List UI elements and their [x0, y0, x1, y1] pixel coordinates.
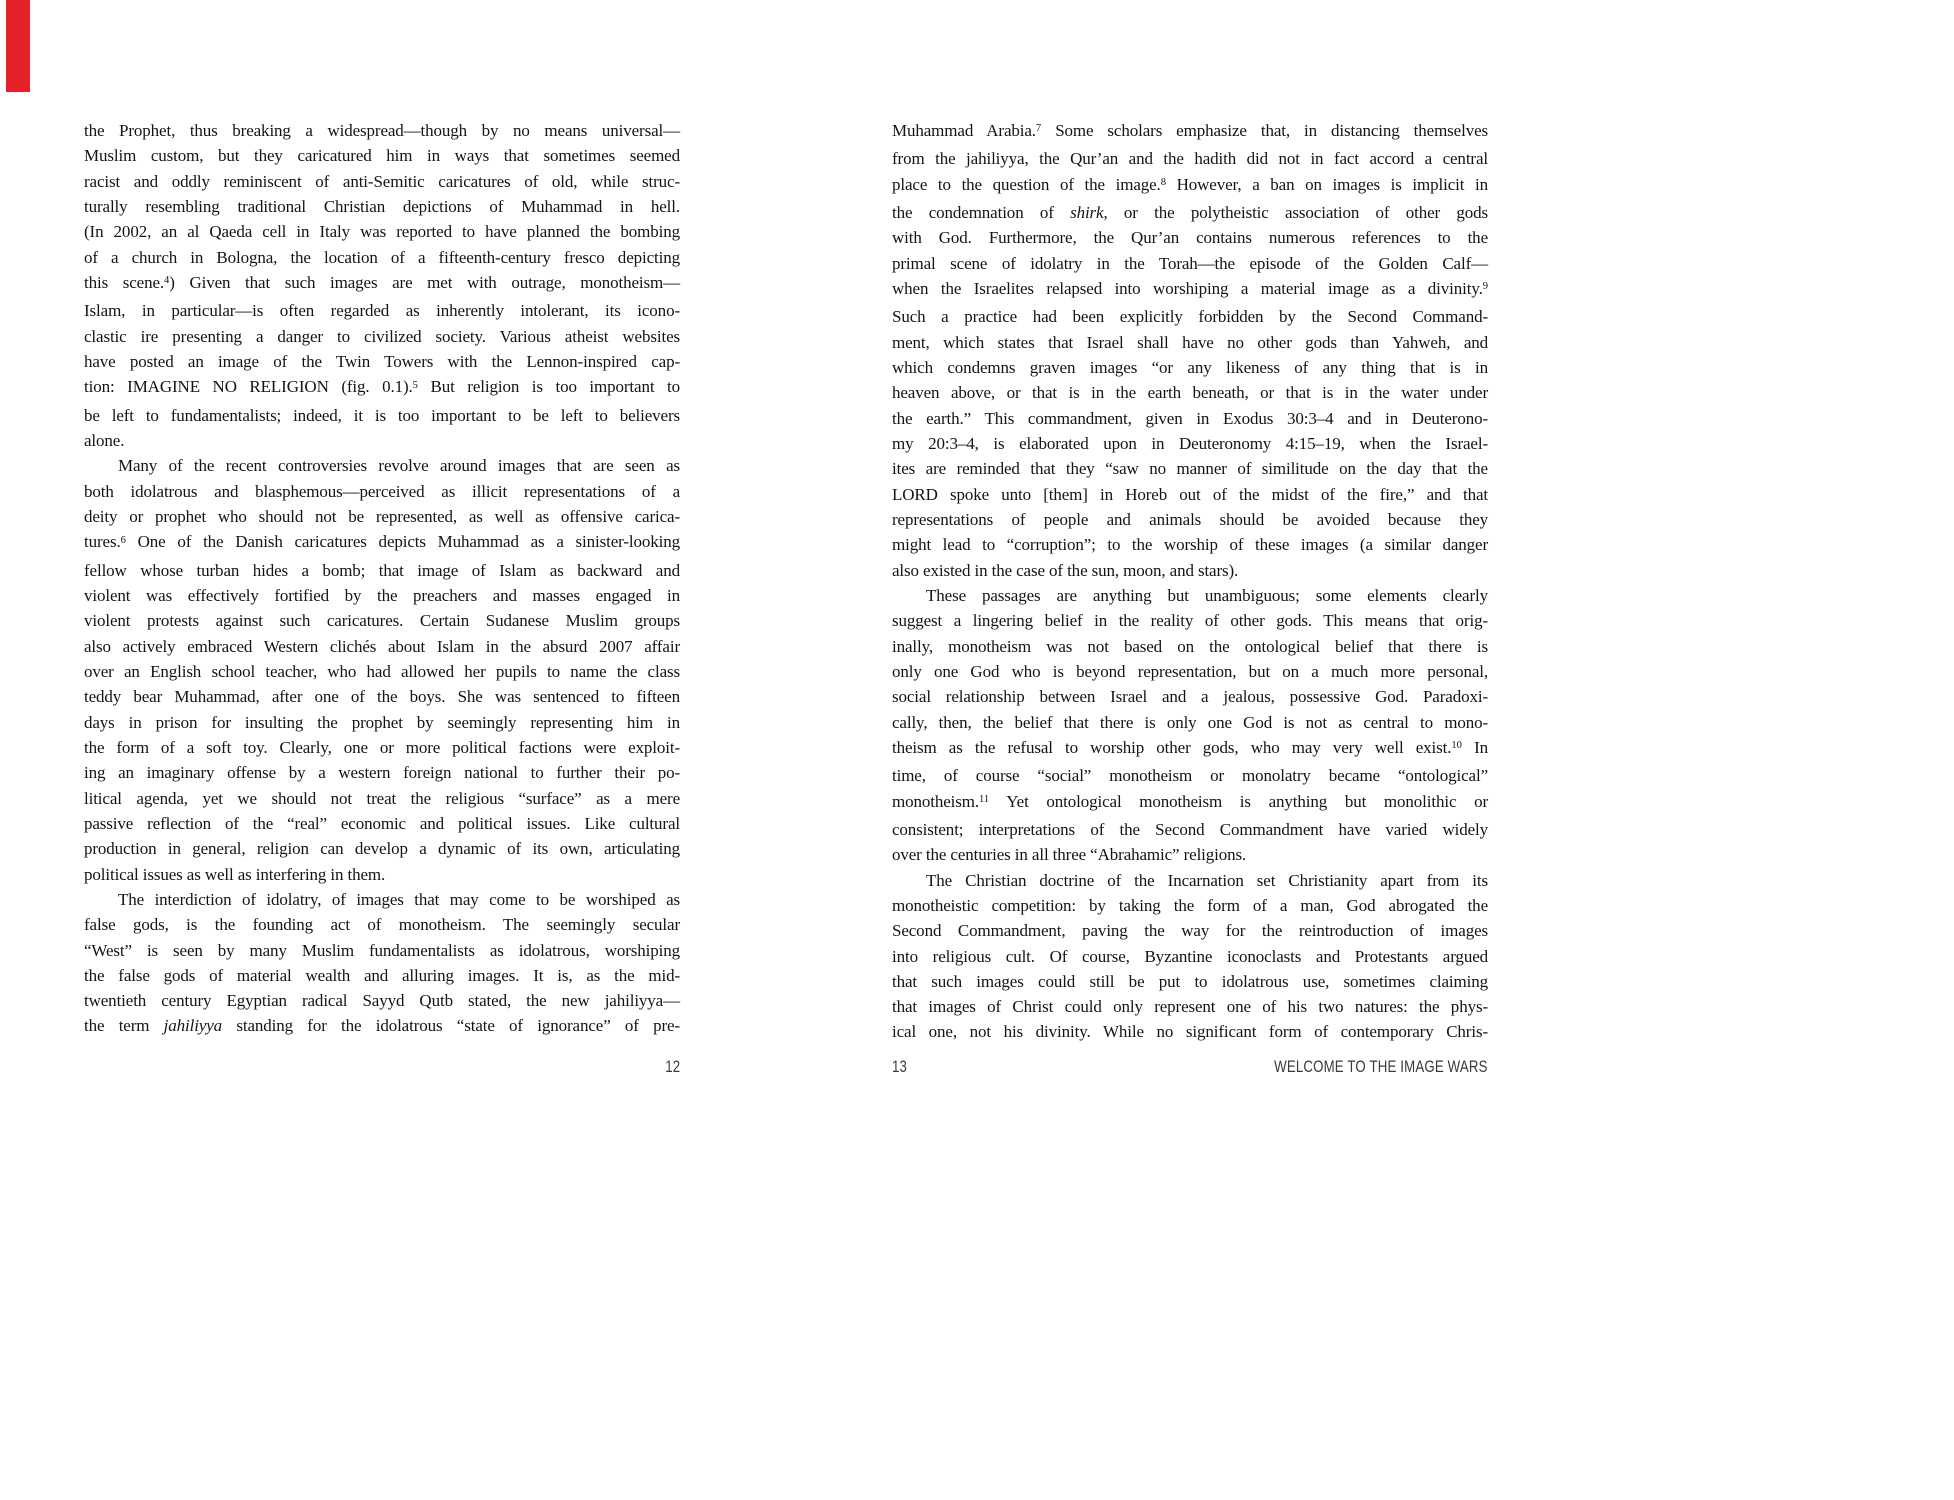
text-line: litical agenda, yet we should not treat the religious “surface” as a mere: [84, 788, 680, 808]
text-line: racist and oddly reminiscent of anti-Semitic caricatures of old, while struc-: [84, 171, 680, 191]
page-number-left: 12: [664, 1057, 680, 1076]
paragraph: [84, 118, 680, 453]
text-line: (In 2002, an al Qaeda cell in Italy was reported to have planned the bombing: [84, 222, 680, 242]
page-number-right: 13: [892, 1057, 908, 1076]
text-line: turally resembling traditional Christian depictions of Muhammad in hell.: [84, 196, 680, 216]
text-line: The Christian doctrine of the Incarnation set Christianity apart from its: [926, 870, 1488, 890]
text-line: heaven above, or that is in the earth beneath, or that is in the water under: [892, 383, 1488, 403]
text-line: These passages are anything but unambiguous; some elements clearly: [926, 585, 1488, 605]
text-line: be left to fundamentalists; indeed, it is too important to be left to believers: [84, 405, 680, 425]
text-line: place to the question of the image.$^8$ However, a ban on images is implicit in: [892, 174, 1488, 194]
text-line: Muhammad Arabia.$^7$ Some scholars emphasize that, in distancing themselves: [892, 121, 1489, 140]
text-line: ites are reminded that they “saw no manner of similitude on the day that the: [892, 459, 1488, 479]
paragraph: [84, 887, 680, 1039]
text-line: political issues as well as interfering in them.: [84, 864, 386, 884]
text-line: cally, then, the belief that there is only one God is not as central to mono-: [892, 712, 1488, 732]
paragraph: [892, 118, 1488, 583]
text-line: production in general, religion can develop a dynamic of its own, articulating: [84, 839, 680, 859]
text-line: have posted an image of the Twin Towers with the Lennon-inspired cap-: [84, 351, 680, 371]
text-line: over an English school teacher, who had allowed her pupils to name the class: [84, 661, 680, 681]
text-line: the form of a soft toy. Clearly, one or more political factions were exploit-: [84, 737, 680, 757]
text-line: both idolatrous and blasphemous—perceived as illicit representations of a: [84, 481, 680, 501]
text-line: that images of Christ could only represent one of his two natures: the phys-: [892, 997, 1488, 1017]
text-line: deity or prophet who should not be represented, as well as offensive carica-: [84, 506, 680, 526]
text-line: this scene.$^4$) Given that such images are met with outrage, monotheism—: [84, 272, 680, 292]
page-right-text-column: [892, 118, 1488, 1045]
text-line: into religious cult. Of course, Byzantine iconoclasts and Protestants argued: [892, 946, 1488, 966]
text-line: twentieth century Egyptian radical Sayyd Qutb stated, the new jahiliyya—: [84, 991, 680, 1011]
running-footer-title: WELCOME TO THE IMAGE WARS: [1274, 1057, 1488, 1076]
text-line: that such images could still be put to idolatrous use, sometimes claiming: [892, 971, 1488, 991]
paragraph: [892, 583, 1488, 868]
text-line: alone.: [84, 430, 125, 450]
text-line: “West” is seen by many Muslim fundamentalists as idolatrous, worshiping: [84, 940, 680, 960]
text-line: the false gods of material wealth and alluring images. It is, as the mid-: [84, 965, 680, 985]
paragraph: [84, 453, 680, 887]
text-line: over the centuries in all three “Abrahamic” religions.: [892, 845, 1247, 865]
text-line: the earth.” This commandment, given in Exodus 30:3–4 and in Deuterono-: [892, 408, 1488, 428]
text-line: LORD spoke unto [them] in Horeb out of the midst of the fire,” and that: [892, 484, 1488, 504]
text-line: only one God who is beyond representation, but on a much more personal,: [892, 661, 1488, 681]
text-line: monotheistic competition: by taking the form of a man, God abrogated the: [892, 895, 1488, 915]
text-line: social relationship between Israel and a jealous, possessive God. Paradoxi-: [892, 687, 1488, 707]
text-line: the term jahiliyya standing for the idolatrous “state of ignorance” of pre-: [84, 1016, 680, 1036]
text-line: Muslim custom, but they caricatured him in ways that sometimes seemed: [84, 146, 680, 166]
text-line: the Prophet, thus breaking a widespread—though by no means universal—: [84, 121, 680, 140]
text-line: with God. Furthermore, the Qur’an contains numerous references to the: [892, 228, 1488, 248]
text-line: monotheism.$^{11}$ Yet ontological monotheism is anything but monolithic or: [892, 791, 1488, 811]
text-line: Such a practice had been explicitly forbidden by the Second Command-: [892, 307, 1488, 327]
text-line: clastic ire presenting a danger to civilized society. Various atheist websites: [84, 326, 680, 346]
text-line: inally, monotheism was not based on the ontological belief that there is: [892, 636, 1488, 656]
text-line: from the jahiliyya, the Qur’an and the hadith did not in fact accord a central: [892, 149, 1488, 169]
paragraph: [892, 868, 1488, 1045]
text-line: passive reflection of the “real” economic and political issues. Like cultural: [84, 813, 680, 833]
text-line: tures.$^6$ One of the Danish caricatures depicts Muhammad as a sinister-looking: [84, 532, 680, 552]
text-line: which condemns graven images “or any likeness of any thing that is in: [892, 357, 1488, 377]
text-line: also existed in the case of the sun, moon, and stars).: [892, 560, 1239, 580]
text-line: primal scene of idolatry in the Torah—the episode of the Golden Calf—: [892, 253, 1488, 273]
text-line: false gods, is the founding act of monotheism. The seemingly secular: [84, 915, 680, 935]
text-line: the condemnation of shirk, or the polytheistic association of other gods: [892, 202, 1488, 222]
text-line: when the Israelites relapsed into worshiping a material image as a divinity.$^9$: [892, 278, 1488, 298]
text-line: of a church in Bologna, the location of a fifteenth-century fresco depicting: [84, 247, 680, 267]
text-line: ing an imaginary offense by a western foreign national to further their po-: [84, 763, 680, 783]
text-line: Second Commandment, paving the way for the reintroduction of images: [892, 921, 1488, 941]
text-line: suggest a lingering belief in the reality of other gods. This means that orig-: [892, 611, 1488, 631]
text-line: Many of the recent controversies revolve around images that are seen as: [118, 456, 680, 476]
text-line: representations of people and animals should be avoided because they: [892, 509, 1488, 529]
red-bookmark-ribbon: [6, 0, 30, 92]
page-left-footer: [84, 1057, 680, 1081]
text-line: fellow whose turban hides a bomb; that image of Islam as backward and: [84, 560, 680, 580]
text-line: The interdiction of idolatry, of images that may come to be worshiped as: [118, 889, 680, 909]
text-line: violent protests against such caricatures. Certain Sudanese Muslim groups: [84, 611, 680, 631]
text-line: might lead to “corruption”; to the worship of these images (a similar danger: [892, 535, 1488, 555]
text-line: days in prison for insulting the prophet by seemingly representing him in: [84, 712, 680, 732]
text-line: teddy bear Muhammad, after one of the boys. She was sentenced to fifteen: [84, 687, 680, 707]
page-right-footer: [892, 1057, 1488, 1081]
text-line: consistent; interpretations of the Second Commandment have varied widely: [892, 819, 1488, 839]
text-line: my 20:3–4, is elaborated upon in Deuteronomy 4:15–19, when the Israel-: [892, 433, 1488, 453]
page-left-text-column: [84, 118, 680, 1039]
text-line: ment, which states that Israel shall have no other gods than Yahweh, and: [892, 332, 1488, 352]
text-line: ical one, not his divinity. While no significant form of contemporary Chris-: [892, 1022, 1488, 1042]
text-line: also actively embraced Western clichés about Islam in the absurd 2007 affair: [84, 636, 680, 656]
text-line: theism as the refusal to worship other gods, who may very well exist.$^{10}$ In: [892, 737, 1488, 757]
text-line: violent was effectively fortified by the preachers and masses engaged in: [84, 585, 680, 605]
text-line: Islam, in particular—is often regarded as inherently intolerant, its icono-: [84, 301, 680, 321]
text-line: tion: IMAGINE NO RELIGION (fig. 0.1).$^5$ But religion is too important to: [84, 377, 680, 397]
text-line: time, of course “social” monotheism or monolatry became “ontological”: [892, 766, 1488, 786]
